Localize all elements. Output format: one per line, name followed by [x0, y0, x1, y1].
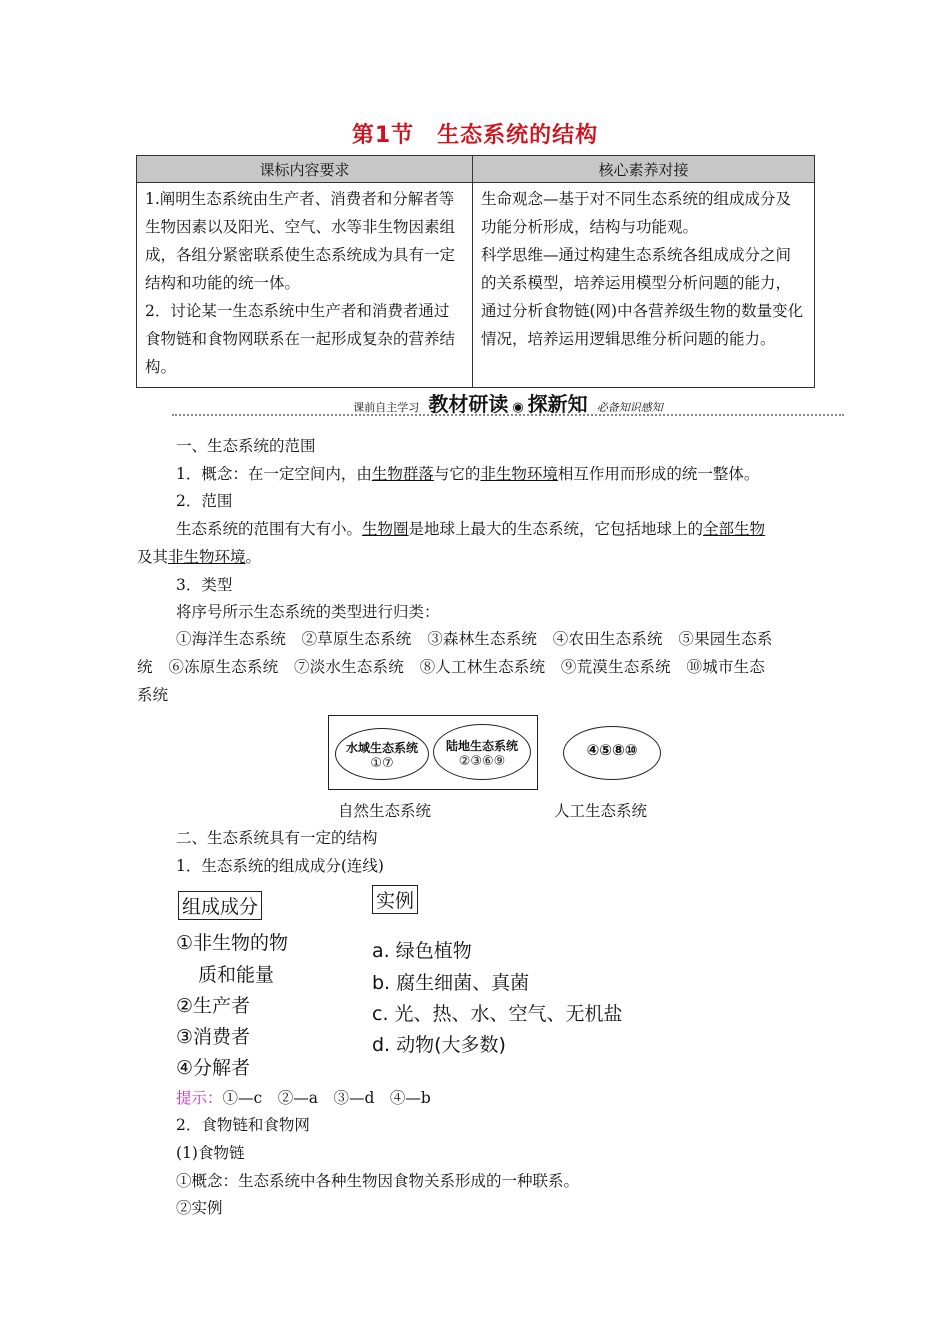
- components-heading: 1．生态系统的组成成分(连线): [176, 857, 384, 875]
- literacy-2: 科学思维—通过构建生态系统各组成成分之间的关系模型，培养运用模型分析问题的能力，通过分析食物链(网)中各营养级生物的数量变化情况，培养运用逻辑思维分析问题的能力。: [481, 246, 804, 348]
- example-d: d. 动物(大多数): [372, 1034, 506, 1056]
- arrow-icon: ◉: [512, 400, 524, 415]
- standard-1: 1.阐明生态系统由生产者、消费者和分解者等生物因素以及阳光、空气、水等非生物因素组成，各组分紧密联系使生态系统成为具有一定结构和功能的统一体。: [145, 190, 456, 292]
- table-header-standards: 课标内容要求: [137, 156, 473, 183]
- components-column-title: 组成成分: [178, 891, 262, 920]
- term-biological-community: 生物群落: [371, 465, 434, 483]
- scope-line-1: 生态系统的范围有大有小。生物圈是地球上最大的生态系统，它包括地球上的全部生物: [176, 520, 766, 538]
- example-b: b. 腐生细菌、真菌: [372, 972, 530, 994]
- land-ecosystem-ellipse: [433, 724, 531, 780]
- water-ecosystem-nums: ①⑦: [370, 756, 394, 771]
- examples-column-title: 实例: [372, 885, 418, 914]
- literacy-cell: [473, 183, 815, 388]
- water-ecosystem-ellipse: [335, 728, 429, 780]
- page-title: 第1节 生态系统的结构: [351, 123, 599, 148]
- example-a: a. 绿色植物: [372, 940, 472, 962]
- artificial-caption: 人工生态系统: [554, 802, 648, 820]
- term-biosphere: 生物圈: [362, 520, 409, 538]
- component-4: ④分解者: [176, 1057, 251, 1079]
- table-header-literacy: 核心素养对接: [473, 156, 815, 183]
- example-c: c. 光、热、水、空气、无机盐: [372, 1003, 623, 1025]
- type-list-line-3: 系统: [137, 686, 169, 704]
- term-abiotic-environment-2: 非生物环境: [168, 548, 246, 566]
- hint-line: [176, 1087, 431, 1109]
- food-heading: 2．食物链和食物网: [176, 1116, 310, 1134]
- term-abiotic-environment: 非生物环境: [480, 465, 558, 483]
- hint-answer: ①—c ②—a ③—d ④—b: [222, 1089, 431, 1107]
- banner-right: 必备知识感知: [596, 401, 663, 414]
- banner-main-2: 探新知: [527, 392, 588, 416]
- natural-caption: 自然生态系统: [338, 802, 432, 820]
- section-banner: [172, 388, 844, 418]
- food-chain-example: ②实例: [176, 1199, 223, 1217]
- component-2: ②生产者: [176, 995, 251, 1017]
- type-list-line-2: 统 ⑥冻原生态系统 ⑦淡水生态系统 ⑧人工林生态系统 ⑨荒漠生态系统 ⑩城市生态: [137, 658, 766, 676]
- banner-left: 课前自主学习: [353, 401, 420, 414]
- land-ecosystem-nums: ②③⑥⑨: [458, 754, 506, 769]
- component-1b: 质和能量: [198, 964, 275, 986]
- scope-heading: 2．范围: [176, 492, 233, 510]
- type-intro: 将序号所示生态系统的类型进行归类：: [176, 603, 440, 621]
- water-ecosystem-label: 水域生态系统: [345, 741, 418, 755]
- type-heading: 3．类型: [176, 576, 233, 594]
- term-all-organisms: 全部生物: [703, 520, 766, 538]
- literacy-1: 生命观念—基于对不同生态系统的组成成分及功能分析形成，结构与功能观。: [481, 190, 792, 236]
- artificial-ecosystem-ellipse: [563, 726, 661, 780]
- food-chain-concept: ①概念：生态系统中各种生物因食物关系形成的一种联系。: [176, 1172, 580, 1190]
- scope-line-2: 及其非生物环境。: [137, 548, 262, 566]
- concept-line: 1．概念：在一定空间内，由生物群落与它的非生物环境相互作用而形成的统一整体。: [176, 465, 760, 483]
- section-heading-1: 一、生态系统的范围: [176, 437, 316, 455]
- component-1a: ①非生物的物: [176, 932, 289, 954]
- artificial-ecosystem-nums: ④⑤⑧⑩: [586, 741, 638, 759]
- type-list-line-1: ①海洋生态系统 ②草原生态系统 ③森林生态系统 ④农田生态系统 ⑤果园生态系: [176, 630, 773, 648]
- standards-table: [136, 155, 815, 388]
- component-3: ③消费者: [176, 1026, 251, 1048]
- banner-rule: [172, 414, 844, 416]
- standards-cell: [137, 183, 473, 388]
- section-heading-2: 二、生态系统具有一定的结构: [176, 829, 378, 847]
- food-chain-heading: (1)食物链: [176, 1144, 245, 1162]
- natural-ecosystem-box: [328, 715, 538, 790]
- hint-label: 提示：: [176, 1089, 223, 1107]
- banner-main-1: 教材研读: [428, 392, 509, 416]
- standard-2: 2．讨论某一生态系统中生产者和消费者通过食物链和食物网联系在一起形成复杂的营养结构。: [145, 302, 456, 376]
- land-ecosystem-label: 陆地生态系统: [445, 739, 518, 753]
